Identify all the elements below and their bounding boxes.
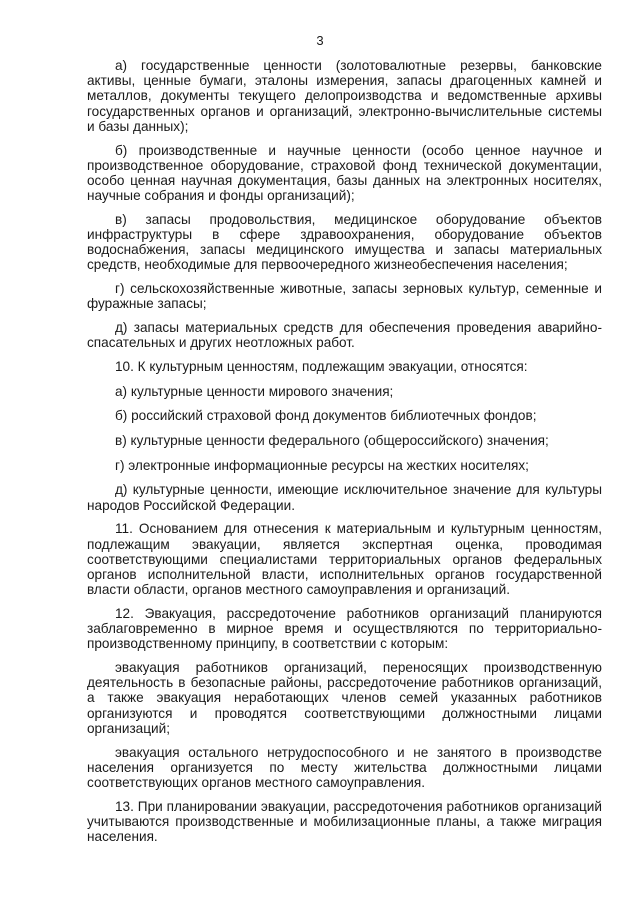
document-body — [87, 58, 602, 853]
paragraph-13: 13. При планировании эвакуации, рассредоточения работников организаций учитываются производственные и мобилизационные планы, а также миграция населения. — [87, 798, 602, 845]
paragraph-12-population: эвакуация остального нетрудоспособного и не занятого в производстве населения организуется по месту жительства должностными лицами соответствующих органов местного самоуправления. — [87, 744, 602, 790]
paragraph-10-a: а) культурные ценности мирового значения; — [115, 383, 394, 399]
paragraph-valuables-a: а) государственные ценности (золотовалютные резервы, банковские активы, ценные бумаги, эталоны измерения, запасы драгоценных камней и металлов, документы текущего делопроизводства и ведомственные архивы государственных органов и организаций, электронно-вычислительные системы и базы данных); — [87, 58, 602, 134]
paragraph-12: 12. Эвакуация, рассредоточение работников организаций планируются заблаговременно в мирное время и осуществляются по территориально-производственному принципу, в соответствии с которым: — [87, 605, 602, 652]
paragraph-11: 11. Основанием для отнесения к материальным и культурным ценностям, подлежащим эвакуации, является экспертная оценка, проводимая соответствующими специалистами территориальных органов федеральных органов исполнительной власти, исполнительных органов государственной власти области, органов местного самоуправления и организаций. — [87, 521, 602, 598]
paragraph-valuables-d: д) запасы материальных средств для обеспечения проведения аварийно-спасательных и других неотложных работ. — [87, 320, 602, 351]
paragraph-10-heading: 10. К культурным ценностям, подлежащим эвакуации, относятся: — [115, 358, 528, 374]
paragraph-valuables-g: г) сельскохозяйственные животные, запасы зерновых культур, семенные и фуражные запасы; — [87, 281, 602, 312]
paragraph-10-g: г) электронные информационные ресурсы на жестких носителях; — [115, 457, 529, 473]
page-number: 3 — [316, 33, 324, 48]
paragraph-valuables-b: б) производственные и научные ценности (особо ценное научное и производственное оборудование, страховой фонд технической документации, особо ценная научная документация, базы данных на электронных носителях, научные собрания и фонды организаций); — [87, 142, 602, 204]
paragraph-10-v: в) культурные ценности федерального (общероссийского) значения; — [115, 433, 549, 449]
paragraph-10-b: б) российский страховой фонд документов библиотечных фондов; — [115, 408, 537, 424]
paragraph-10-d: д) культурные ценности, имеющие исключительное значение для культуры народов Российской Федерации. — [87, 482, 602, 513]
paragraph-valuables-v: в) запасы продовольствия, медицинское оборудование объектов инфраструктуры в сфере здравоохранения, оборудование объектов водоснабжения, запасы медицинского имущества и запасы материальных средств, необходимые для первоочередного жизнеобеспечения населения; — [87, 211, 602, 273]
paragraph-12-workers: эвакуация работников организаций, переносящих производственную деятельность в безопасные районы, рассредоточение работников организаций, а также эвакуация неработающих членов семей указанных работников организуются и проводятся соответствующими должностными лицами организаций; — [87, 660, 602, 736]
